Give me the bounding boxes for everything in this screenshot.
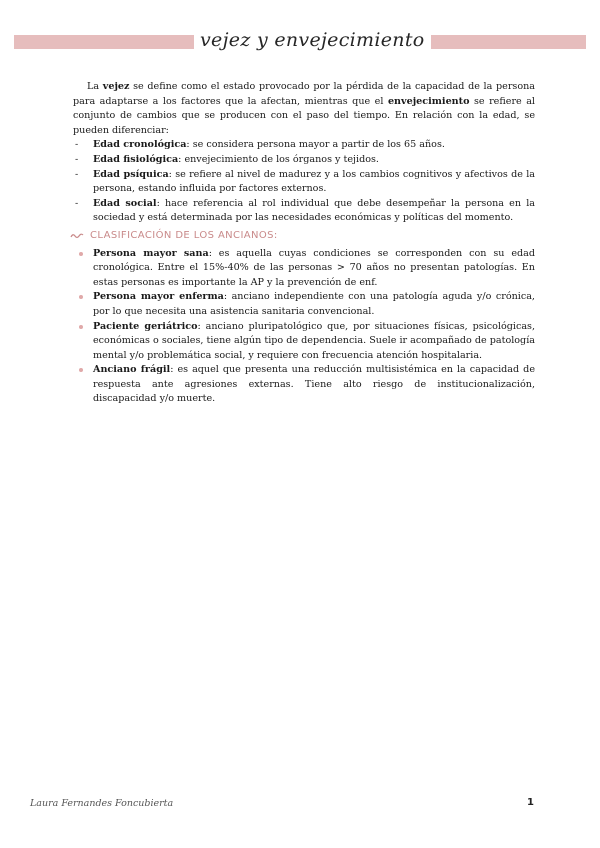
squiggle-icon (70, 232, 84, 240)
list-item-text: : anciano pluripatológico que, por situaciones físicas, psicológicas, económicas o sociales, tiene algún tipo de dependencia. Suele ir acompañado de patología mental y/o problemática social, y requiere con frecuencia atención hospitalaria. (93, 320, 536, 361)
section-heading-text: CLASIFICACIÓN DE LOS ANCIANOS: (90, 229, 278, 241)
bullet-dot-icon (79, 368, 83, 372)
title-band-left (14, 35, 194, 49)
list-item-term: Edad fisiológica (93, 153, 179, 165)
term-envejecimiento: envejecimiento (387, 95, 470, 107)
dash-marker: - (75, 139, 79, 151)
intro-text-3: se refiere al conjunto de cambios que se producen con el paso del tiempo. En relación con la edad, se pueden diferenciar: (73, 95, 535, 136)
list-item (73, 197, 535, 226)
bullet-dot-icon (79, 325, 83, 329)
dash-marker: - (75, 197, 79, 209)
list-item (73, 153, 535, 168)
list-item-term: Edad social (93, 197, 157, 209)
list-item-term: Anciano frágil (93, 364, 171, 376)
list-item (73, 363, 535, 407)
bullet-dot-icon (79, 295, 83, 299)
list-item-text: : es aquella cuyas condiciones se corresponden con su edad cronológica. Entre el 15%-40% de las personas > 70 años no presentan patologías. En estas personas es importante la AP y la prevención de enf. (93, 247, 535, 288)
bullet-dot-icon (79, 252, 83, 256)
list-item-term: Persona mayor enferma (93, 291, 224, 303)
list-item-term: Persona mayor sana (93, 247, 209, 259)
page-title: vejez y envejecimiento (200, 29, 425, 51)
classification-list (73, 247, 535, 408)
footer-author: Laura Fernandes Foncubierta (30, 798, 174, 809)
title-band-right (431, 35, 587, 49)
page-title-bar (14, 29, 586, 51)
list-item-term: Edad psíquica (93, 168, 169, 180)
main-content (73, 80, 535, 407)
list-item (73, 290, 535, 319)
list-item-text: : envejecimiento de los órganos y tejidos. (178, 153, 379, 165)
list-item-term: Paciente geriátrico (93, 320, 198, 332)
list-item-text: : se refiere al nivel de madurez y a los cambios cognitivos y afectivos de la persona, estando influida por factores externos. (93, 168, 535, 195)
list-item-term: Edad cronológica (93, 139, 187, 151)
intro-paragraph (73, 80, 535, 138)
intro-text-1: La (87, 81, 103, 92)
intro-text-2: se define como el estado provocado por la pérdida de la capacidad de la persona para adaptarse a los factores que la afectan, mientras que el (73, 81, 536, 107)
list-item (73, 247, 535, 291)
list-item (73, 168, 535, 197)
dash-marker: - (75, 153, 79, 165)
section-heading (70, 229, 535, 244)
list-item-text: : se considera persona mayor a partir de los 65 años. (186, 139, 445, 151)
list-item (73, 320, 535, 364)
dash-marker: - (75, 168, 79, 180)
list-item (73, 138, 535, 153)
age-types-list (73, 138, 535, 226)
page-number: 1 (527, 797, 534, 808)
list-item-text: : es aquel que presenta una reducción multisistémica en la capacidad de respuesta ante agresiones externas. Tiene alto riesgo de institucionalización, discapacidad y/o muerte. (93, 364, 536, 405)
list-item-text: : hace referencia al rol individual que debe desempeñar la persona en la sociedad y está determinada por las necesidades económicas y políticas del momento. (93, 197, 535, 224)
list-item-text: : anciano independiente con una patología aguda y/o crónica, por lo que necesita una asistencia sanitaria convencional. (93, 291, 535, 317)
term-vejez: vejez (102, 81, 130, 92)
